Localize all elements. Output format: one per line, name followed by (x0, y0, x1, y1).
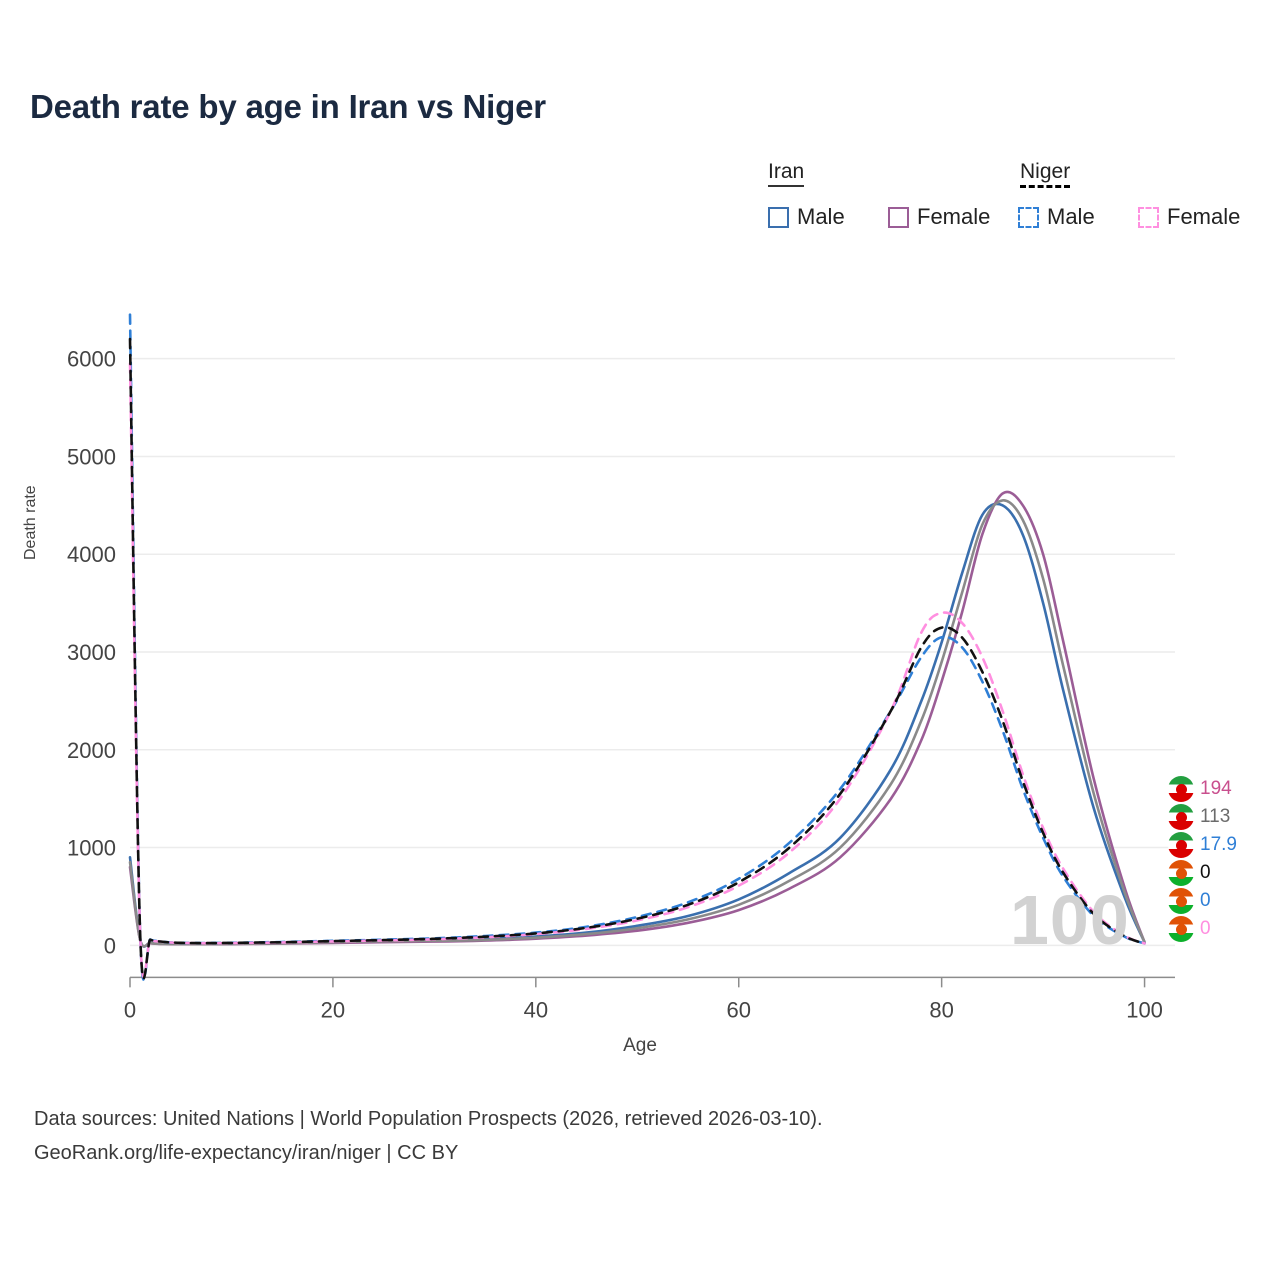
niger-flag-icon (1168, 916, 1194, 942)
niger-flag-icon (1168, 888, 1194, 914)
legend-item-label: Male (1047, 204, 1095, 229)
badge-value: 0 (1200, 890, 1211, 911)
page-title: Death rate by age in Iran vs Niger (30, 88, 546, 125)
legend-item-label: Female (917, 204, 991, 229)
y-tick-label: 1000 (67, 835, 116, 861)
legend-group-iran: Iran (768, 160, 804, 187)
x-axis-title: Age (623, 1035, 657, 1056)
legend-item-label: Female (1167, 204, 1241, 229)
badge-value: 194 (1200, 778, 1232, 799)
x-tick-label: 80 (929, 997, 954, 1023)
x-tick-label: 40 (523, 997, 549, 1023)
series-line (130, 500, 1145, 946)
legend-item-niger-female[interactable] (1138, 202, 1240, 232)
series-line (130, 339, 1145, 978)
series-line (130, 504, 1145, 947)
y-tick-label: 2000 (67, 737, 116, 763)
legend-item-niger-male[interactable] (1018, 202, 1095, 232)
badge-row (1168, 859, 1278, 887)
badge-row (1168, 915, 1278, 943)
series-line (130, 492, 1145, 946)
badge-row (1168, 831, 1278, 859)
legend-item-iran-female[interactable] (888, 202, 990, 232)
badge-value: 17.9 (1200, 834, 1237, 855)
legend-swatch-icon (1138, 207, 1159, 228)
legend-swatch-icon (888, 207, 909, 228)
value-badges (1168, 775, 1278, 943)
badge-row (1168, 803, 1278, 831)
iran-flag-icon (1168, 832, 1194, 858)
y-tick-label: 5000 (67, 444, 116, 470)
x-tick-label: 100 (1126, 997, 1163, 1023)
badge-value: 0 (1200, 862, 1211, 883)
iran-flag-icon (1168, 804, 1194, 830)
y-tick-label: 4000 (67, 542, 116, 568)
iran-flag-icon (1168, 776, 1194, 802)
series-line (130, 364, 1145, 977)
series-line (130, 315, 1145, 980)
y-tick-label: 3000 (67, 640, 116, 665)
legend-swatch-icon (1018, 207, 1039, 228)
legend-swatch-icon (768, 207, 789, 228)
caption-line-1: Data sources: United Nations | World Population Prospects (2026, retrieved 2026-03-10). (34, 1108, 823, 1130)
badge-value: 0 (1200, 918, 1211, 939)
badge-row (1168, 775, 1278, 803)
legend-item-label: Male (797, 204, 845, 229)
watermark: 100 (1010, 881, 1130, 959)
y-axis-title: Death rate (22, 485, 39, 560)
badge-value: 113 (1200, 806, 1231, 827)
caption-line-2: GeoRank.org/life-expectancy/iran/niger | CC BY (34, 1142, 459, 1164)
x-tick-label: 60 (726, 997, 751, 1023)
legend-group-niger: Niger (1020, 160, 1070, 188)
legend-item-iran-male[interactable] (768, 202, 845, 232)
y-tick-label: 6000 (67, 346, 116, 372)
badge-row (1168, 887, 1278, 915)
chart-legend (760, 160, 1260, 250)
caption (34, 1102, 823, 1170)
niger-flag-icon (1168, 860, 1194, 886)
x-tick-label: 0 (123, 997, 137, 1023)
x-tick-label: 20 (320, 997, 346, 1023)
y-tick-label: 0 (103, 933, 116, 959)
